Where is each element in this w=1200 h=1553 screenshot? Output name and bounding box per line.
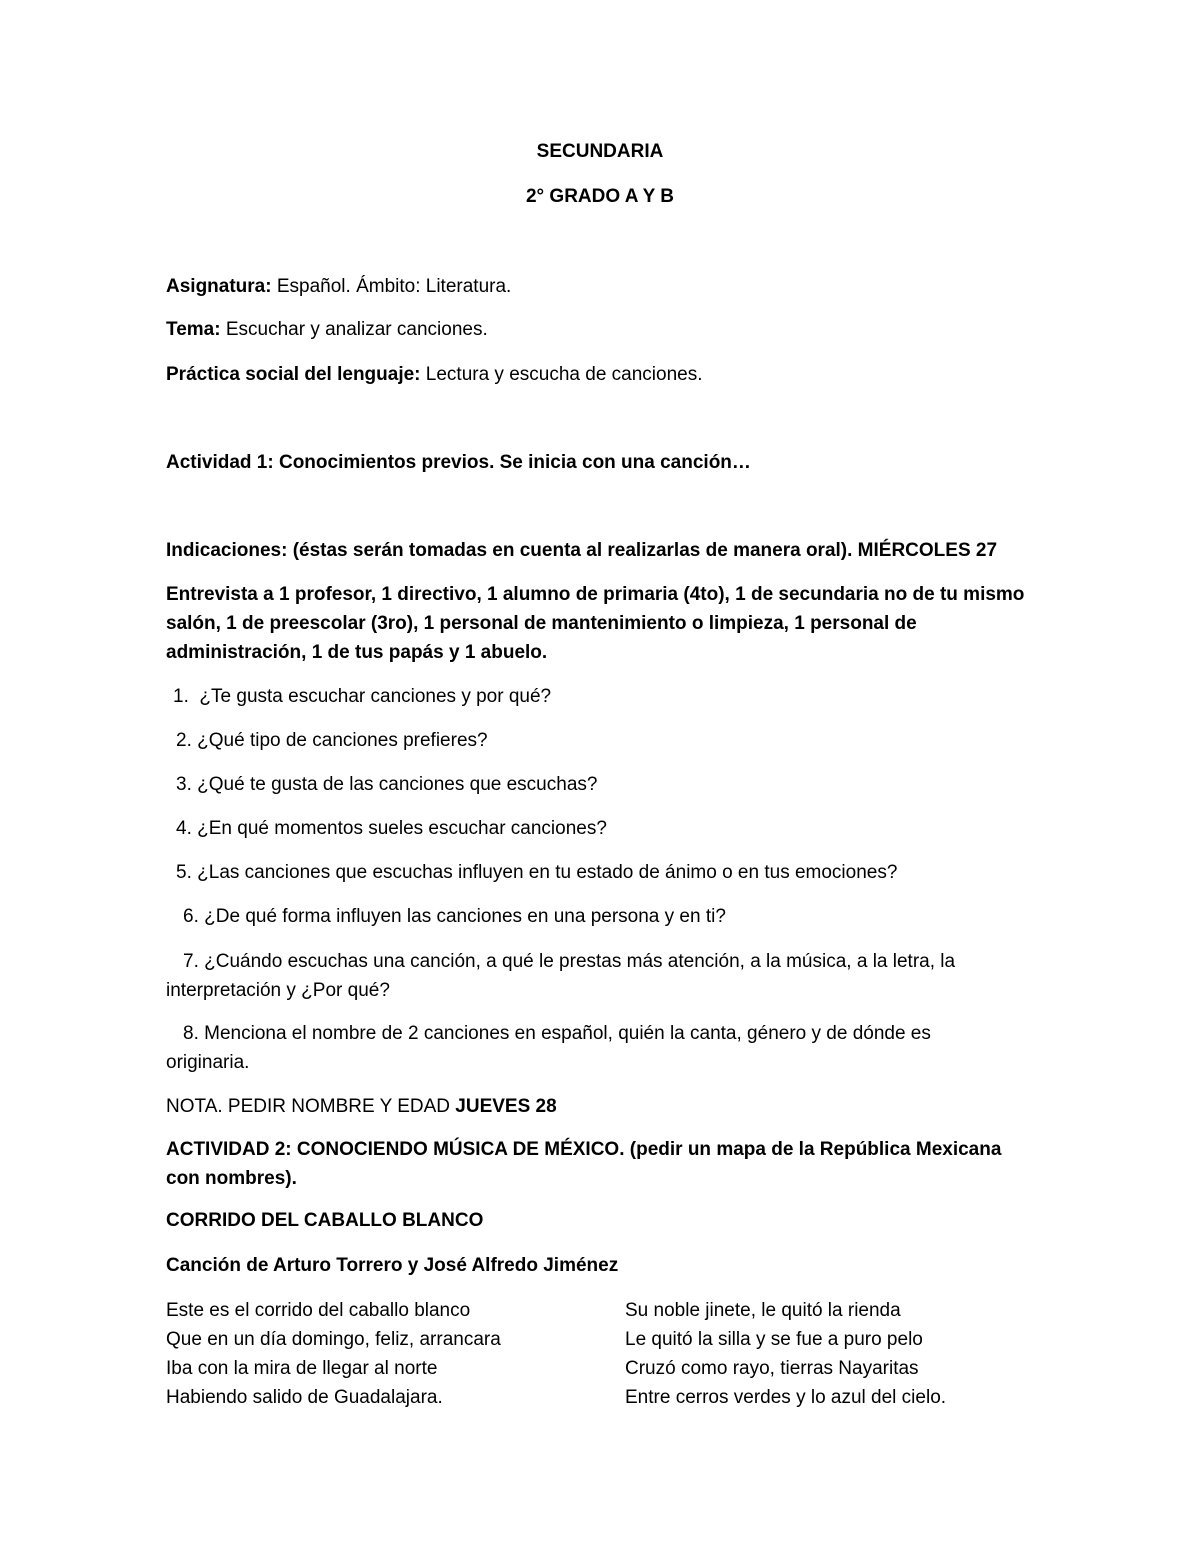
verse-line: Habiendo salido de Guadalajara.: [166, 1387, 443, 1408]
topic-label: Tema:: [166, 319, 221, 340]
verse-line: Cruzó como rayo, tierras Nayaritas: [625, 1358, 919, 1379]
question-text: ¿De qué forma influyen las canciones en una persona y en ti?: [204, 906, 726, 927]
practice-label: Práctica social del lenguaje:: [166, 364, 421, 385]
activity1-instructions: Indicaciones: (éstas serán tomadas en cuenta al realizarlas de manera oral). MIÉRCOLES 27: [166, 540, 998, 561]
question-item: [176, 815, 607, 843]
question-text: ¿Te gusta escuchar canciones y por qué?: [199, 686, 552, 707]
question-number: 6.: [183, 906, 199, 927]
question-text: ¿Qué tipo de canciones prefieres?: [197, 730, 488, 751]
note-line: [166, 1093, 1046, 1121]
question-number: 5.: [176, 862, 192, 883]
question-number: 2.: [176, 730, 192, 751]
question-item: [183, 903, 726, 931]
question-item: [166, 1019, 986, 1077]
verse-line: Iba con la mira de llegar al norte: [166, 1358, 438, 1379]
question-item: [176, 859, 897, 887]
note-day: JUEVES 28: [455, 1096, 557, 1117]
question-item: [166, 947, 1016, 1005]
verses-right-column: [625, 1296, 946, 1412]
subject-label: Asignatura:: [166, 276, 272, 297]
question-number: 7.: [183, 951, 199, 972]
verse-line: Su noble jinete, le quitó la rienda: [625, 1300, 901, 1321]
song-title: CORRIDO DEL CABALLO BLANCO: [166, 1210, 484, 1231]
level-heading: SECUNDARIA: [536, 141, 664, 162]
practice-line: [166, 361, 1046, 389]
note-text: NOTA. PEDIR NOMBRE Y EDAD: [166, 1096, 450, 1117]
verses-left-column: [166, 1296, 501, 1412]
interview-paragraph: Entrevista a 1 profesor, 1 directivo, 1 alumno de primaria (4to), 1 de secundaria no de tu mismo salón, 1 de preescolar (3ro), 1 personal de mantenimiento o limpieza, 1 personal de administración, 1 de tus papás y 1 abuelo.: [166, 584, 1025, 663]
question-text: ¿En qué momentos sueles escuchar canciones?: [197, 818, 607, 839]
question-number: 4.: [176, 818, 192, 839]
verse-line: Que en un día domingo, feliz, arrancara: [166, 1329, 501, 1350]
verse-line: Entre cerros verdes y lo azul del cielo.: [625, 1387, 947, 1408]
topic-value: Escuchar y analizar canciones.: [225, 319, 488, 340]
subject-line: [166, 273, 1046, 301]
question-text: ¿Qué te gusta de las canciones que escuchas?: [197, 774, 598, 795]
question-text: Menciona el nombre de 2 canciones en español, quién la canta, género y de dónde es originaria.: [166, 1023, 931, 1073]
verse-line: Le quitó la silla y se fue a puro pelo: [625, 1329, 923, 1350]
question-number: 8.: [183, 1023, 199, 1044]
song-author: Canción de Arturo Torrero y José Alfredo Jiménez: [166, 1255, 619, 1276]
practice-value: Lectura y escucha de canciones.: [425, 364, 703, 385]
verse-line: Este es el corrido del caballo blanco: [166, 1300, 471, 1321]
question-text: ¿Las canciones que escuchas influyen en tu estado de ánimo o en tus emociones?: [197, 862, 898, 883]
subject-value: Español. Ámbito: Literatura.: [276, 276, 512, 297]
question-item: [176, 771, 597, 799]
activity1-title: Actividad 1: Conocimientos previos. Se inicia con una canción…: [166, 452, 751, 473]
activity2-title: ACTIVIDAD 2: CONOCIENDO MÚSICA DE MÉXICO. (pedir un mapa de la República Mexicana con nombres).: [166, 1139, 1002, 1189]
question-item: [173, 683, 551, 711]
question-number: 1.: [173, 686, 189, 707]
grade-heading: 2° GRADO A Y B: [525, 186, 675, 207]
question-item: [176, 727, 488, 755]
topic-line: [166, 316, 1046, 344]
question-number: 3.: [176, 774, 192, 795]
question-text: ¿Cuándo escuchas una canción, a qué le prestas más atención, a la música, a la letra, la interpretación y ¿Por qué?: [166, 951, 956, 1001]
